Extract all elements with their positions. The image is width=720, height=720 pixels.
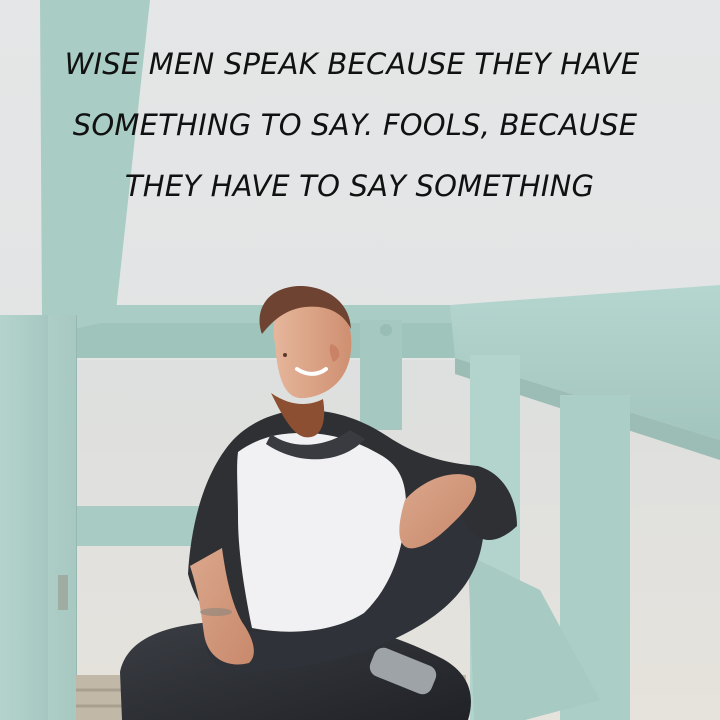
quote-caption xyxy=(0,34,720,217)
bracelet xyxy=(200,608,232,616)
back-middle-rail xyxy=(75,506,200,546)
quote-line-2: SOMETHING TO SAY. FOOLS, BECAUSE xyxy=(72,108,638,142)
quote-line-3: THEY HAVE TO SAY SOMETHING xyxy=(124,169,595,203)
back-center-post xyxy=(360,320,402,430)
front-left-post-highlight xyxy=(48,315,76,720)
quote-line-1: WISE MEN SPEAK BECAUSE THEY HAVE xyxy=(64,47,640,81)
rust-mark xyxy=(58,575,68,610)
rail-bolt xyxy=(380,324,392,336)
eye xyxy=(283,353,287,357)
